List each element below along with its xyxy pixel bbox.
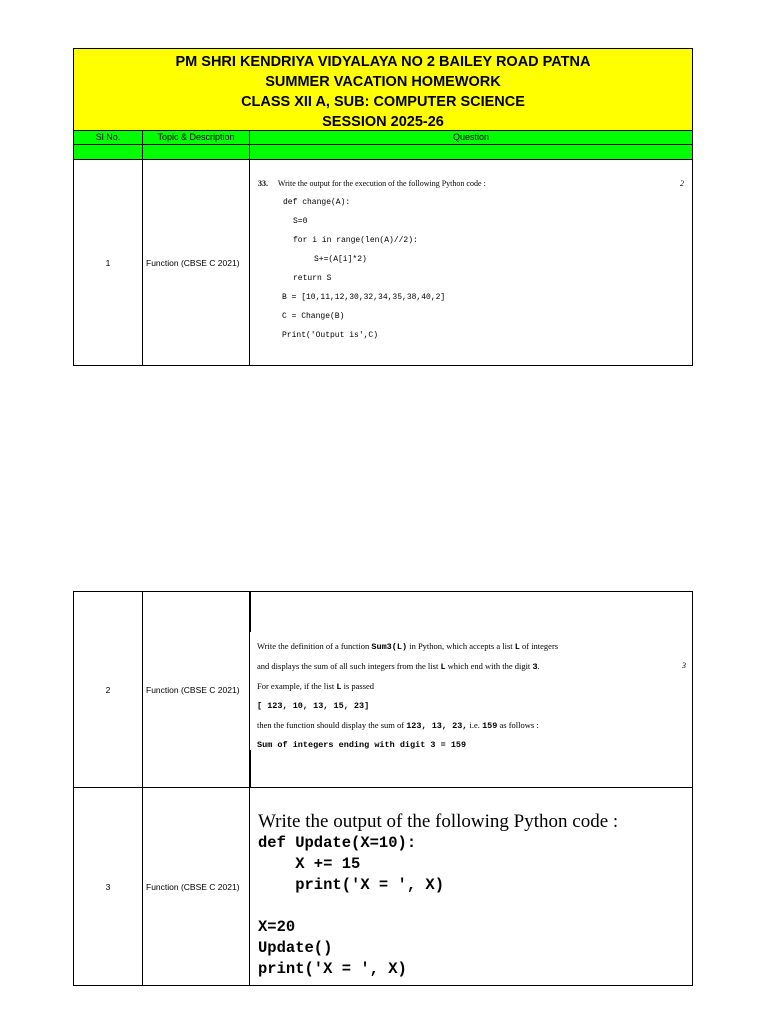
homework-table-bottom — [73, 591, 693, 986]
expected-output: Sum of integers ending with digit 3 = 159 — [257, 740, 467, 750]
code-line: S+=(A[i]*2) — [314, 255, 367, 264]
code-line: Print('Output is',C) — [282, 331, 379, 340]
table-row — [74, 592, 692, 788]
sheet-header — [74, 49, 692, 131]
code-line: C = Change(B) — [282, 312, 345, 321]
row-topic: Function (CBSE C 2021) — [143, 592, 250, 787]
code-line: Update() — [258, 939, 333, 957]
session: SESSION 2025-26 — [322, 114, 444, 130]
question-number: 33. — [258, 179, 268, 188]
school-name: PM SHRI KENDRIYA VIDYALAYA NO 2 BAILEY ROAD PATNA — [175, 54, 591, 70]
col-question-header: Question — [452, 132, 490, 142]
marks: 2 — [680, 179, 684, 188]
class-subject: CLASS XII A, SUB: COMPUTER SCIENCE — [241, 94, 525, 110]
code-line: return S — [293, 274, 332, 283]
code-blank-line — [258, 896, 692, 917]
code-line: S=0 — [293, 217, 308, 226]
code-line: for i in range(len(A)//2): — [293, 236, 418, 245]
table-row — [74, 160, 692, 365]
row-topic: Function (CBSE C 2021) — [143, 788, 250, 985]
column-header-row — [74, 131, 692, 145]
green-spacer-row — [74, 145, 692, 160]
code-line: def change(A): — [283, 198, 351, 207]
question-prompt: 33. Write the output for the execution of the following Python code : — [258, 179, 486, 188]
table-row — [74, 788, 692, 985]
question-line: and displays the sum of all such integers from the list L which end with the digit 3. — [257, 661, 540, 672]
question-title: Write the output of the following Python code : — [258, 811, 619, 832]
example-list: [ 123, 10, 13, 15, 23] — [257, 701, 370, 711]
col-topic-header: Topic & Description — [143, 131, 250, 144]
homework-title: SUMMER VACATION HOMEWORK — [265, 74, 501, 90]
question-cell — [250, 160, 692, 365]
question-line: For example, if the list L is passed — [257, 681, 375, 692]
row-number: 2 — [74, 592, 143, 787]
row-topic: Function (CBSE C 2021) — [143, 160, 250, 365]
question-cell — [250, 592, 692, 787]
marks: 3 — [682, 661, 686, 670]
question-line: Write the definition of a function Sum3(L) in Python, which accepts a list L of integers — [257, 641, 559, 652]
code-line: print('X = ', X) — [258, 960, 407, 978]
code-line: B = [10,11,12,30,32,34,35,38,40,2] — [282, 293, 446, 302]
code-line: X=20 — [258, 918, 296, 936]
code-line: X += 15 — [258, 855, 361, 873]
code-line: print('X = ', X) — [258, 876, 445, 894]
question-line: then the function should display the sum of 123, 13, 23, i.e. 159 as follows : — [257, 720, 539, 731]
col-sl-header: Sl No. — [74, 131, 143, 144]
homework-table-top — [73, 48, 693, 366]
row-number: 3 — [74, 788, 143, 985]
question-cell — [249, 788, 692, 985]
row-number: 1 — [74, 160, 143, 365]
code-line: def Update(X=10): — [258, 834, 417, 852]
